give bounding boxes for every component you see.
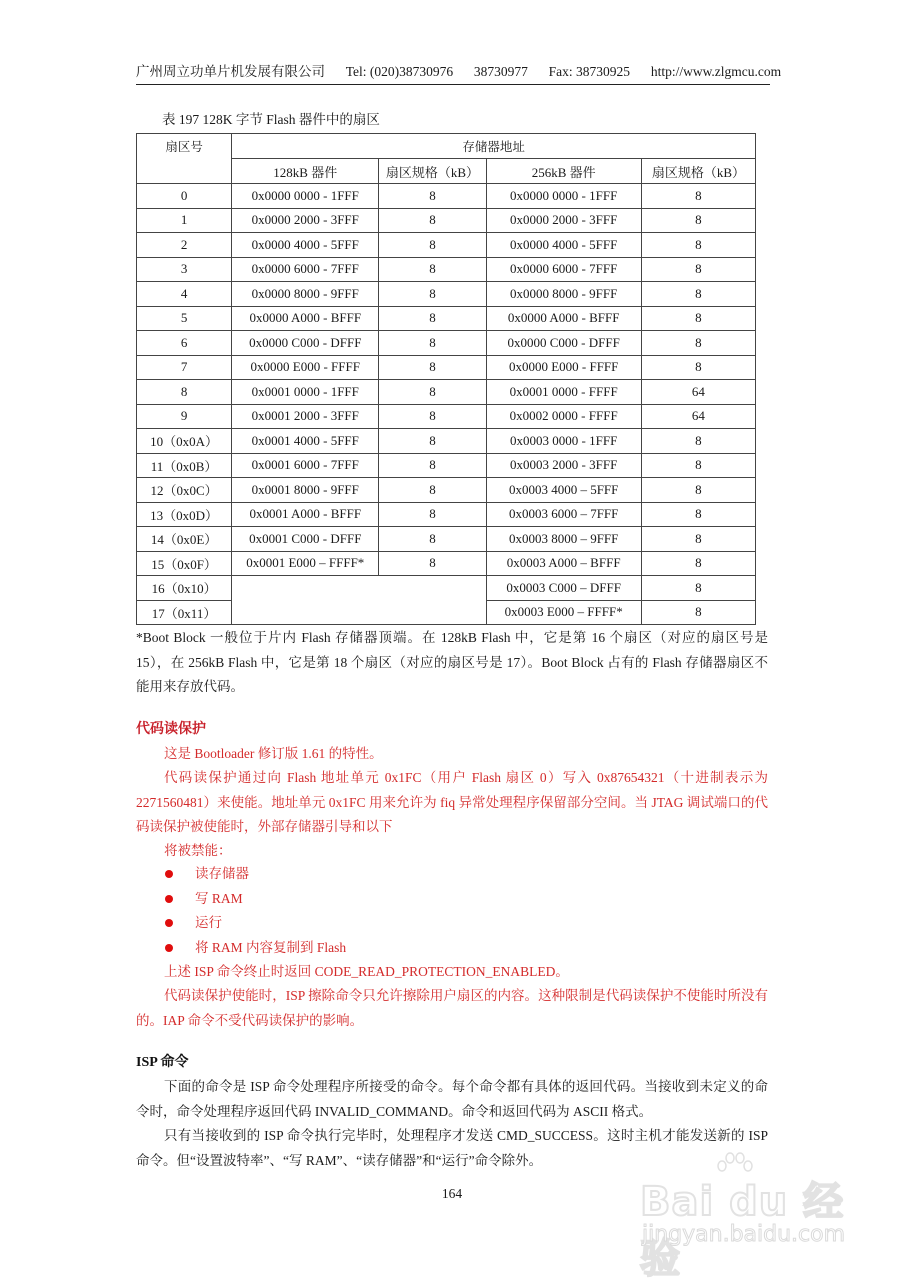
table-row [137, 355, 756, 380]
size128-cell: 8 [379, 331, 486, 356]
table-row [137, 233, 756, 258]
size128-cell: 8 [379, 453, 486, 478]
table-row [137, 429, 756, 454]
bullet-icon [165, 870, 173, 878]
size256-cell: 8 [641, 478, 755, 503]
size256-cell: 8 [641, 453, 755, 478]
sector-cell: 10（0x0A） [137, 429, 232, 454]
addr256-cell: 0x0001 0000 - FFFF [486, 380, 641, 405]
addr256-cell: 0x0003 0000 - 1FFF [486, 429, 641, 454]
sector-cell: 7 [137, 355, 232, 380]
addr128-cell: 0x0000 4000 - 5FFF [232, 233, 379, 258]
addr128-cell: 0x0000 A000 - BFFF [232, 306, 379, 331]
size128-cell: 8 [379, 380, 486, 405]
size128-cell: 8 [379, 478, 486, 503]
table-row [137, 184, 756, 209]
size256-cell: 8 [641, 306, 755, 331]
addr128-cell: 0x0001 2000 - 3FFF [232, 404, 379, 429]
disabled-commands-list [136, 862, 346, 960]
sector-cell: 13（0x0D） [137, 502, 232, 527]
flash-sector-table [136, 133, 756, 625]
addr256-cell: 0x0003 A000 – BFFF [486, 551, 641, 576]
company-name: 广州周立功单片机发展有限公司 [136, 64, 325, 79]
size128-cell: 8 [379, 282, 486, 307]
addr128-cell: 0x0001 0000 - 1FFF [232, 380, 379, 405]
header-128kb-device: 128kB 器件 [232, 159, 379, 184]
addr256-cell: 0x0000 8000 - 9FFF [486, 282, 641, 307]
section-heading-isp-commands: ISP 命令 [136, 1055, 189, 1070]
sector-cell: 3 [137, 257, 232, 282]
table-row [137, 478, 756, 503]
telephone: Tel: (020)38730976 [345, 64, 454, 79]
size128-cell: 8 [379, 355, 486, 380]
addr256-cell: 0x0000 0000 - 1FFF [486, 184, 641, 209]
section-heading-code-read-protection: 代码读保护 [136, 721, 206, 737]
addr256-cell: 0x0000 A000 - BFFF [486, 306, 641, 331]
isp-commands-paragraph-1: 下面的命令是 ISP 命令处理程序所接受的命令。每个命令都有具体的返回代码。当接收到未定义的命令时，命令处理程序返回代码 INVALID_COMMAND。命令和返回代码为 ASCII 格式。 [136, 1079, 768, 1119]
addr256-cell: 0x0000 C000 - DFFF [486, 331, 641, 356]
isp-commands-paragraph-2: 只有当接收到的 ISP 命令执行完毕时，处理程序才发送 CMD_SUCCESS。这时主机才能发送新的 ISP 命令。但“设置波特率”、“写 RAM”、“读存储器”和“运行”命令除外。 [136, 1128, 768, 1168]
size256-cell: 8 [641, 233, 755, 258]
size256-cell: 8 [641, 551, 755, 576]
size128-cell: 8 [379, 429, 486, 454]
sector-cell: 17（0x11） [137, 600, 232, 625]
addr128-cell: 0x0000 C000 - DFFF [232, 331, 379, 356]
addr256-cell: 0x0003 2000 - 3FFF [486, 453, 641, 478]
size256-cell: 8 [641, 355, 755, 380]
sector-cell: 11（0x0B） [137, 453, 232, 478]
size128-cell: 8 [379, 257, 486, 282]
size128-cell: 8 [379, 527, 486, 552]
addr128-cell: 0x0001 C000 - DFFF [232, 527, 379, 552]
isp-return-note: 上述 ISP 命令终止时返回 CODE_READ_PROTECTION_ENABLED。 [164, 964, 569, 979]
size256-cell: 8 [641, 527, 755, 552]
sector-cell: 12（0x0C） [137, 478, 232, 503]
addr256-cell: 0x0002 0000 - FFFF [486, 404, 641, 429]
watermark-url: jingyan.baidu.com [642, 1222, 846, 1247]
header-256kb-device: 256kB 器件 [486, 159, 641, 184]
addr128-cell: 0x0000 6000 - 7FFF [232, 257, 379, 282]
erase-restriction-note: 代码读保护使能时，ISP 擦除命令只允许擦除用户扇区的内容。这种限制是代码读保护不使能时所没有的。IAP 命令不受代码读保护的影响。 [136, 988, 768, 1028]
website-link[interactable]: http://www.zlgmcu.com [650, 64, 782, 79]
table-row [137, 380, 756, 405]
size256-cell: 8 [641, 282, 755, 307]
size128-cell: 8 [379, 551, 486, 576]
sector-cell: 5 [137, 306, 232, 331]
watermark-brand: Bai du 经验 [640, 1179, 845, 1282]
addr256-cell: 0x0003 6000 – 7FFF [486, 502, 641, 527]
sector-cell: 1 [137, 208, 232, 233]
addr128-cell: 0x0001 A000 - BFFF [232, 502, 379, 527]
list-item: 读存储器 [136, 862, 346, 887]
sector-cell: 9 [137, 404, 232, 429]
page-header [136, 62, 782, 85]
sector-cell: 8 [137, 380, 232, 405]
list-item: 将 RAM 内容复制到 Flash [136, 936, 346, 961]
header-memory-address: 存储器地址 [232, 134, 756, 159]
addr128-cell: 0x0001 E000 – FFFF* [232, 551, 379, 576]
bullet-icon [165, 895, 173, 903]
sector-cell: 4 [137, 282, 232, 307]
size128-cell: 8 [379, 208, 486, 233]
list-item: 写 RAM [136, 887, 346, 912]
table-row [137, 502, 756, 527]
bullet-icon [165, 944, 173, 952]
bullet-icon [165, 919, 173, 927]
version-note: 这是 Bootloader 修订版 1.61 的特性。 [164, 746, 383, 761]
size256-cell: 8 [641, 184, 755, 209]
size256-cell: 8 [641, 600, 755, 625]
addr256-cell: 0x0003 C000 – DFFF [486, 576, 641, 601]
disabled-intro: 将被禁能： [164, 843, 232, 858]
addr256-cell: 0x0000 4000 - 5FFF [486, 233, 641, 258]
addr256-cell: 0x0000 6000 - 7FFF [486, 257, 641, 282]
table-caption: 表 197 128K 字节 Flash 器件中的扇区 [162, 112, 380, 127]
size128-cell: 8 [379, 404, 486, 429]
size256-cell: 8 [641, 331, 755, 356]
addr128-cell: 0x0001 8000 - 9FFF [232, 478, 379, 503]
table-row [137, 551, 756, 576]
table-row [137, 576, 756, 601]
sector-cell: 15（0x0F） [137, 551, 232, 576]
protection-description: 代码读保护通过向 Flash 地址单元 0x1FC（用户 Flash 扇区 0）写入 0x87654321（十进制表示为 2271560481）来使能。地址单元 0x1FC 用来允许为 fiq 异常处理程序保留部分空间。当 JTAG 调试端口的代码读保护被使能时，外部存储器引导和以下 [136, 770, 768, 834]
table-row [137, 404, 756, 429]
size128-cell: 8 [379, 233, 486, 258]
size128-cell: 8 [379, 502, 486, 527]
table-row [137, 208, 756, 233]
sector-cell: 2 [137, 233, 232, 258]
addr128-cell: 0x0001 6000 - 7FFF [232, 453, 379, 478]
size256-cell: 8 [641, 576, 755, 601]
header-128kb-sector-size: 扇区规格（kB） [379, 159, 486, 184]
addr256-cell: 0x0003 4000 – 5FFF [486, 478, 641, 503]
addr128-cell: 0x0001 4000 - 5FFF [232, 429, 379, 454]
page-number: 164 [441, 1186, 463, 1201]
size256-cell: 64 [641, 404, 755, 429]
size128-cell: 8 [379, 184, 486, 209]
empty-128kb-cell [232, 576, 486, 625]
header-sector-no: 扇区号 [137, 134, 232, 184]
sector-cell: 0 [137, 184, 232, 209]
size128-cell: 8 [379, 306, 486, 331]
addr128-cell: 0x0000 2000 - 3FFF [232, 208, 379, 233]
boot-block-footnote: *Boot Block 一般位于片内 Flash 存储器顶端。在 128kB Flash 中，它是第 16 个扇区（对应的扇区号是 15），在 256kB Flash 中，它是第 18 个扇区（对应的扇区号是 17）。Boot Block 占有的 Flash 存储器扇区不能用来存放代码。 [136, 630, 768, 694]
addr128-cell: 0x0000 E000 - FFFF [232, 355, 379, 380]
table-row [137, 527, 756, 552]
table-row [137, 257, 756, 282]
list-item: 运行 [136, 911, 346, 936]
table-row [137, 282, 756, 307]
fax: Fax: 38730925 [548, 64, 631, 79]
addr256-cell: 0x0000 2000 - 3FFF [486, 208, 641, 233]
table-row [137, 453, 756, 478]
addr128-cell: 0x0000 0000 - 1FFF [232, 184, 379, 209]
size256-cell: 8 [641, 208, 755, 233]
sector-cell: 6 [137, 331, 232, 356]
size256-cell: 8 [641, 502, 755, 527]
size256-cell: 8 [641, 429, 755, 454]
sector-cell: 16（0x10） [137, 576, 232, 601]
size256-cell: 8 [641, 257, 755, 282]
size256-cell: 64 [641, 380, 755, 405]
sector-cell: 14（0x0E） [137, 527, 232, 552]
addr256-cell: 0x0003 8000 – 9FFF [486, 527, 641, 552]
addr256-cell: 0x0003 E000 – FFFF* [486, 600, 641, 625]
header-256kb-sector-size: 扇区规格（kB） [641, 159, 755, 184]
addr256-cell: 0x0000 E000 - FFFF [486, 355, 641, 380]
table-row [137, 331, 756, 356]
table-row [137, 306, 756, 331]
telephone-2: 38730977 [473, 64, 528, 79]
addr128-cell: 0x0000 8000 - 9FFF [232, 282, 379, 307]
